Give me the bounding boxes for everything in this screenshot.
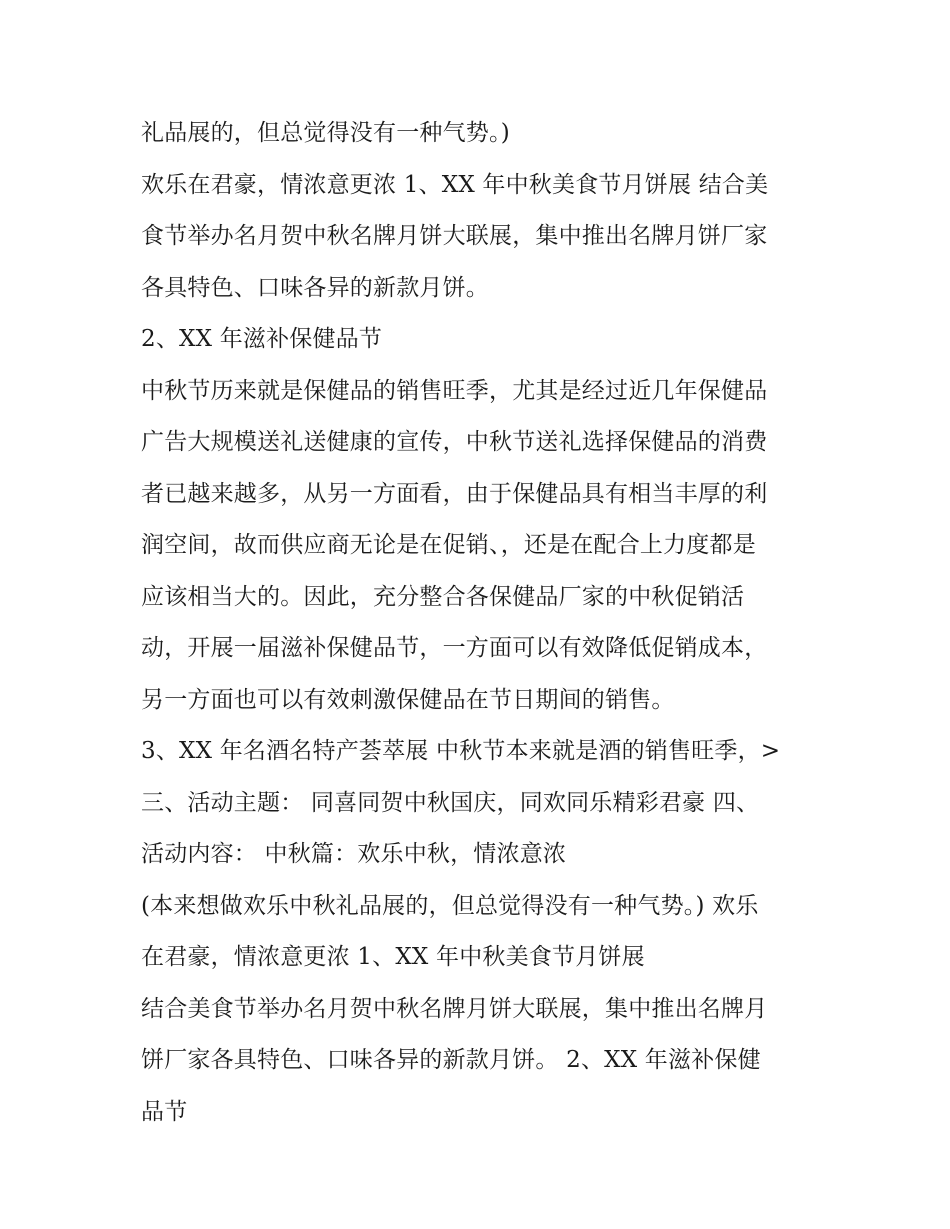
text-line: 另一方面也可以有效刺激保健品在节日期间的销售。	[141, 686, 675, 713]
text-line: 活动内容： 中秋篇：欢乐中秋，情浓意浓	[141, 841, 567, 867]
text-line: 动，开展一届滋补保健品节，一方面可以有效降低促销成本，	[141, 635, 768, 661]
text-line: 结合美食节举办名月贺中秋名牌月饼大联展，集中推出名牌月	[141, 995, 768, 1022]
text-line: 者已越来越多，从另一方面看，由于保健品具有相当丰厚的利	[141, 480, 768, 507]
text-line: 欢乐在君豪，情浓意更浓 1、XX 年中秋美食节月饼展 结合美	[141, 171, 769, 198]
text-line: 中秋节历来就是保健品的销售旺季，尤其是经过近几年保健品	[141, 377, 768, 404]
text-line: 品节	[141, 1098, 188, 1125]
text-line: 食节举办名月贺中秋名牌月饼大联展，集中推出名牌月饼厂家	[141, 223, 768, 249]
text-line: (本来想做欢乐中秋礼品展的，但总觉得没有一种气势。) 欢乐	[141, 892, 759, 919]
text-line: 3、XX 年名酒名特产荟萃展 中秋节本来就是酒的销售旺季，>	[141, 738, 781, 764]
text-line: 润空间，故而供应商无论是在促销、，还是在配合上力度都是	[141, 532, 756, 558]
text-line: 2、XX 年滋补保健品节	[141, 326, 383, 352]
text-line: 应该相当大的。因此，充分整合各保健品厂家的中秋促销活	[141, 583, 745, 610]
text-line: 在君豪，情浓意更浓 1、XX 年中秋美食节月饼展	[141, 944, 645, 970]
body-text	[141, 108, 831, 1138]
text-line: 饼厂家各具特色、口味各异的新款月饼。 2、XX 年滋补保健	[141, 1047, 761, 1073]
text-line: 广告大规模送礼送健康的宣传，中秋节送礼选择保健品的消费	[141, 429, 768, 455]
text-line: 各具特色、口味各异的新款月饼。	[141, 274, 489, 301]
text-line: 三、活动主题： 同喜同贺中秋国庆，同欢同乐精彩君豪 四、	[141, 789, 760, 816]
text-line: 礼品展的，但总觉得没有一种气势。)	[141, 120, 510, 146]
